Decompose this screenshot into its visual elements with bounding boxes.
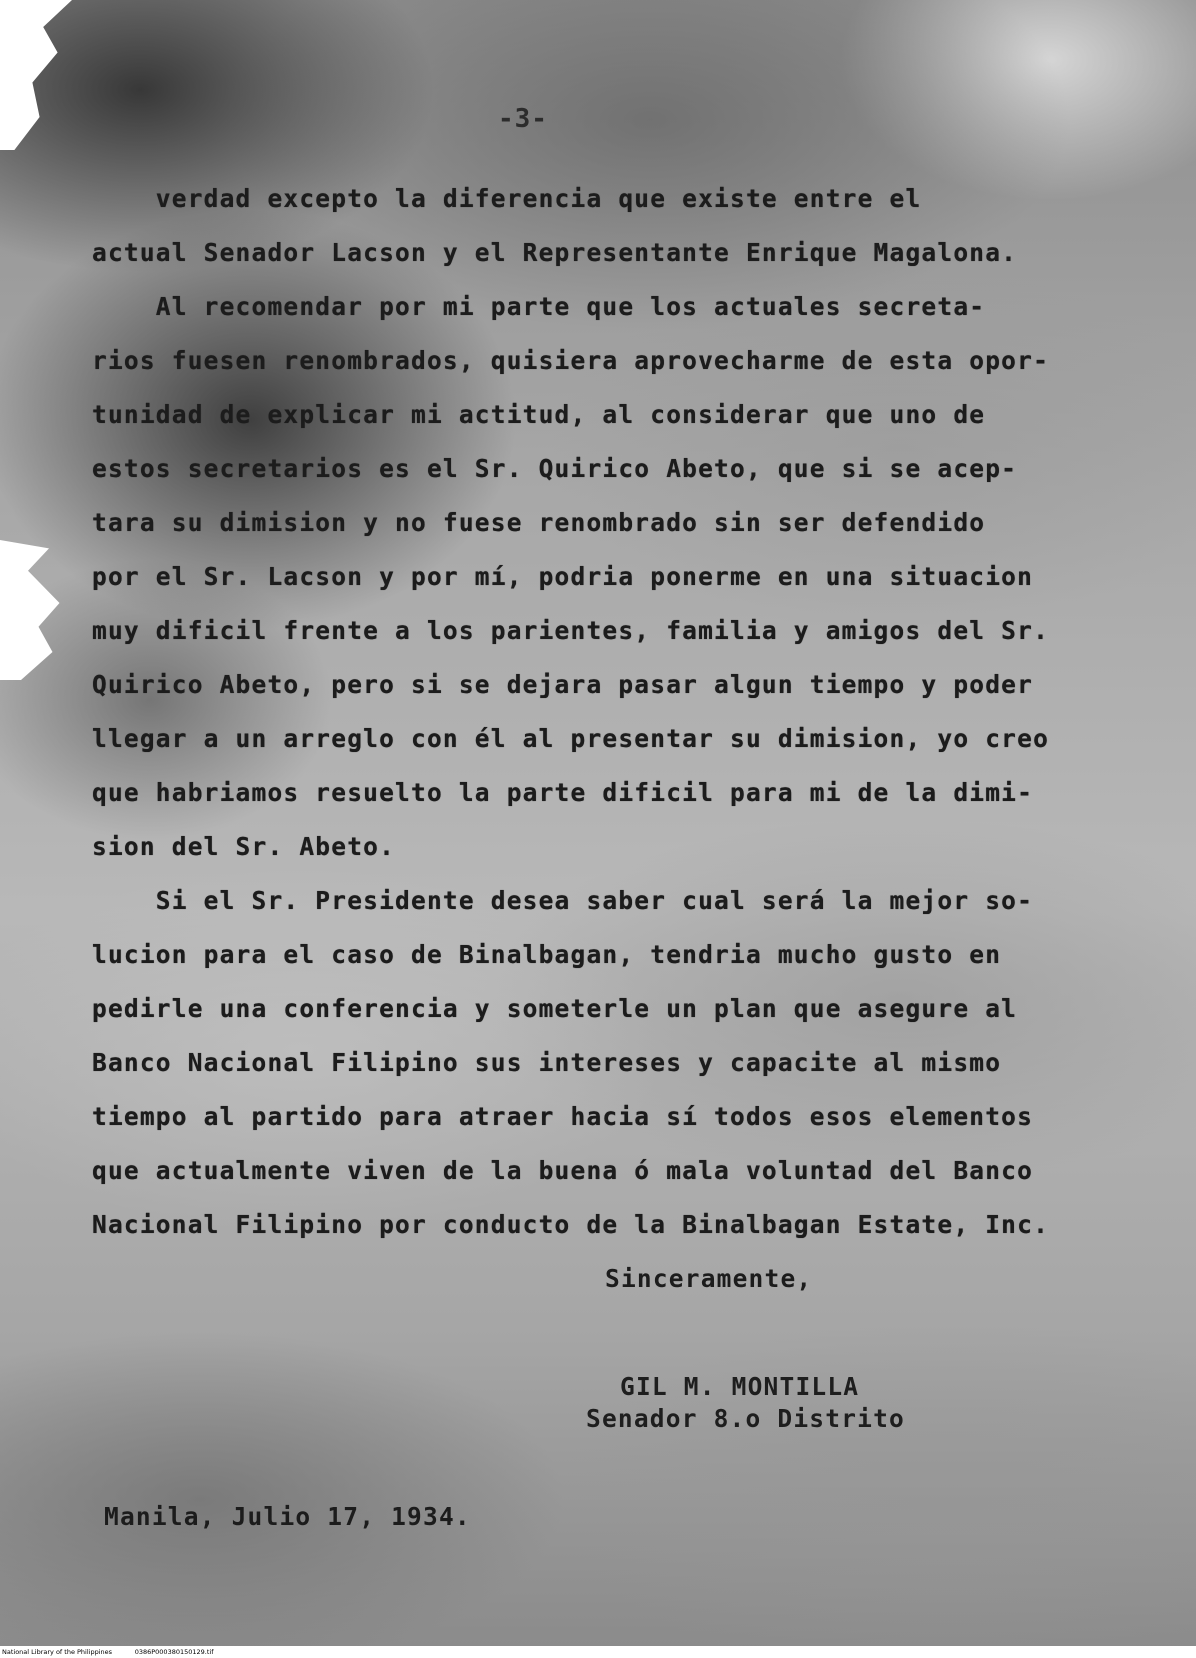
- body-line: Si el Sr. Presidente desea saber cual será la mejor so-: [92, 886, 1034, 915]
- signer-title: Senador 8.o Distrito: [586, 1404, 906, 1433]
- body-line: Banco Nacional Filipino sus intereses y capacite al mismo: [92, 1048, 1002, 1077]
- body-line: tiempo al partido para atraer hacia sí todos esos elementos: [92, 1102, 1034, 1131]
- torn-edge-top-left: [0, 0, 72, 150]
- body-line: muy dificil frente a los parientes, familia y amigos del Sr.: [92, 616, 1050, 645]
- body-line: verdad excepto la diferencia que existe entre el: [92, 184, 922, 213]
- body-line: rios fuesen renombrados, quisiera aprovecharme de esta opor-: [92, 346, 1050, 375]
- page-number: -3-: [498, 104, 548, 134]
- file-id: 0386P000380150129.tif: [134, 1648, 214, 1656]
- body-line: que habriamos resuelto la parte dificil para mi de la dimi-: [92, 778, 1034, 807]
- body-line: llegar a un arreglo con él al presentar su dimision, yo creo: [92, 724, 1050, 753]
- body-line: por el Sr. Lacson y por mí, podria ponerme en una situacion: [92, 562, 1034, 591]
- place-date: Manila, Julio 17, 1934.: [104, 1502, 471, 1531]
- torn-edge-mid-left: [0, 540, 70, 680]
- body-line: estos secretarios es el Sr. Quirico Abeto, que si se acep-: [92, 454, 1018, 483]
- body-line: tunidad de explicar mi actitud, al considerar que uno de: [92, 400, 986, 429]
- body-line: lucion para el caso de Binalbagan, tendria mucho gusto en: [92, 940, 1002, 969]
- body-line: actual Senador Lacson y el Representante Enrique Magalona.: [92, 238, 1018, 267]
- archive-footer: [0, 1646, 1196, 1658]
- signer-name: GIL M. MONTILLA: [620, 1372, 860, 1401]
- body-line: Al recomendar por mi parte que los actuales secreta-: [92, 292, 986, 321]
- body-line: tara su dimision y no fuese renombrado sin ser defendido: [92, 508, 986, 537]
- body-line: pedirle una conferencia y someterle un plan que asegure al: [92, 994, 1018, 1023]
- body-line: Nacional Filipino por conducto de la Binalbagan Estate, Inc.: [92, 1210, 1050, 1239]
- body-line: que actualmente viven de la buena ó mala voluntad del Banco: [92, 1156, 1034, 1185]
- archive-label: National Library of the Philippines: [2, 1648, 113, 1656]
- closing-salutation: Sinceramente,: [605, 1264, 813, 1293]
- body-line: sion del Sr. Abeto.: [92, 832, 396, 861]
- body-line: Quirico Abeto, pero si se dejara pasar algun tiempo y poder: [92, 670, 1034, 699]
